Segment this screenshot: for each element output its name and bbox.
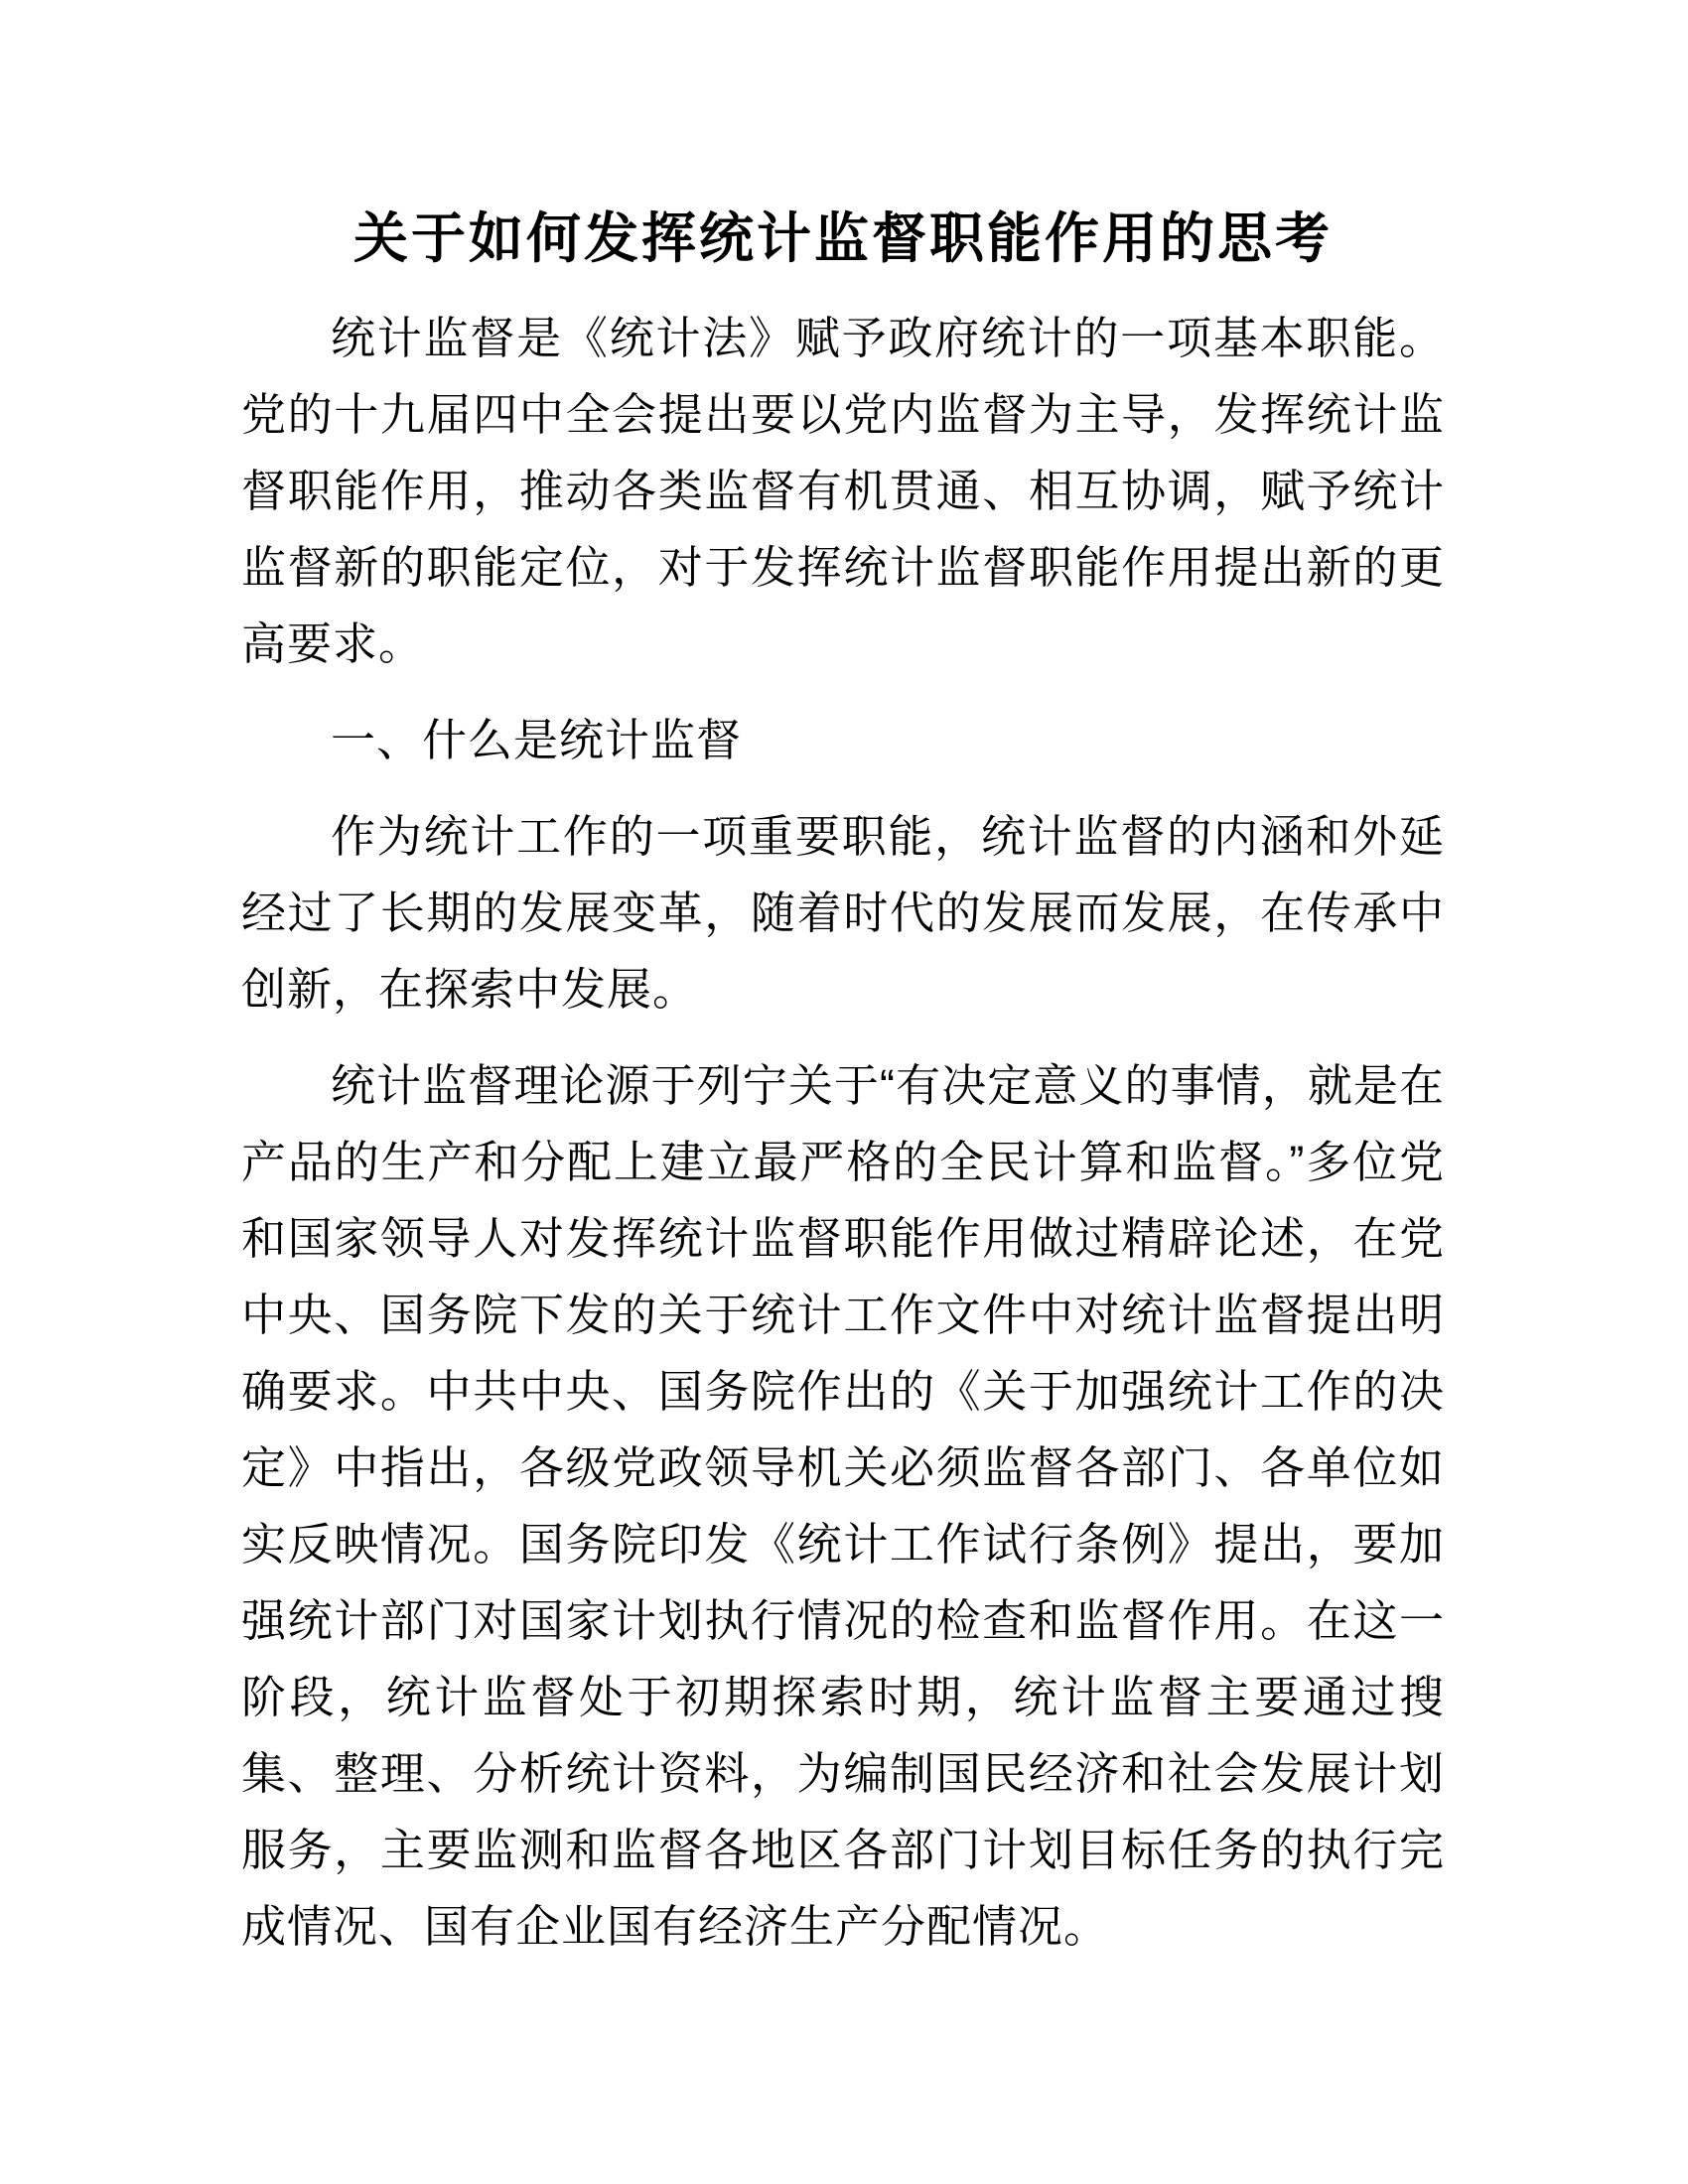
document-title: 关于如何发挥统计监督职能作用的思考: [352, 207, 1333, 269]
section-paragraph-2: 统计监督理论源于列宁关于“有决定意义的事情，就是在产品的生产和分配上建立最严格的全民计算和监督。”多位党和国家领导人对发挥统计监督职能作用做过精辟论述，在党中央、国务院下发的关于统计工作文件中对统计监督提出明确要求。中共中央、国务院作出的《关于加强统计工作的决定》中指出，各级党政领导机关必须监督各部门、各单位如实反映情况。国务院印发《统计工作试行条例》提出，要加强统计部门对国家计划执行情况的检查和监督作用。在这一阶段，统计监督处于初期探索时期，统计监督主要通过搜集、整理、分析统计资料，为编制国民经济和社会发展计划服务，主要监测和监督各地区各部门计划目标任务的执行完成情况、国有企业国有经济生产分配情况。: [241, 1060, 1445, 1952]
section-paragraph-1: 作为统计工作的一项重要职能，统计监督的内涵和外延经过了长期的发展变革，随着时代的发展而发展，在传承中创新，在探索中发展。: [241, 811, 1445, 1015]
intro-paragraph: 统计监督是《统计法》赋予政府统计的一项基本职能。党的十九届四中全会提出要以党内监督为主导，发挥统计监督职能作用，推动各类监督有机贯通、相互协调，赋予统计监督新的职能定位，对于发挥统计监督职能作用提出新的更高要求。: [241, 313, 1445, 669]
section-heading-what-is-statistical-supervision: 一、什么是统计监督: [331, 715, 743, 765]
